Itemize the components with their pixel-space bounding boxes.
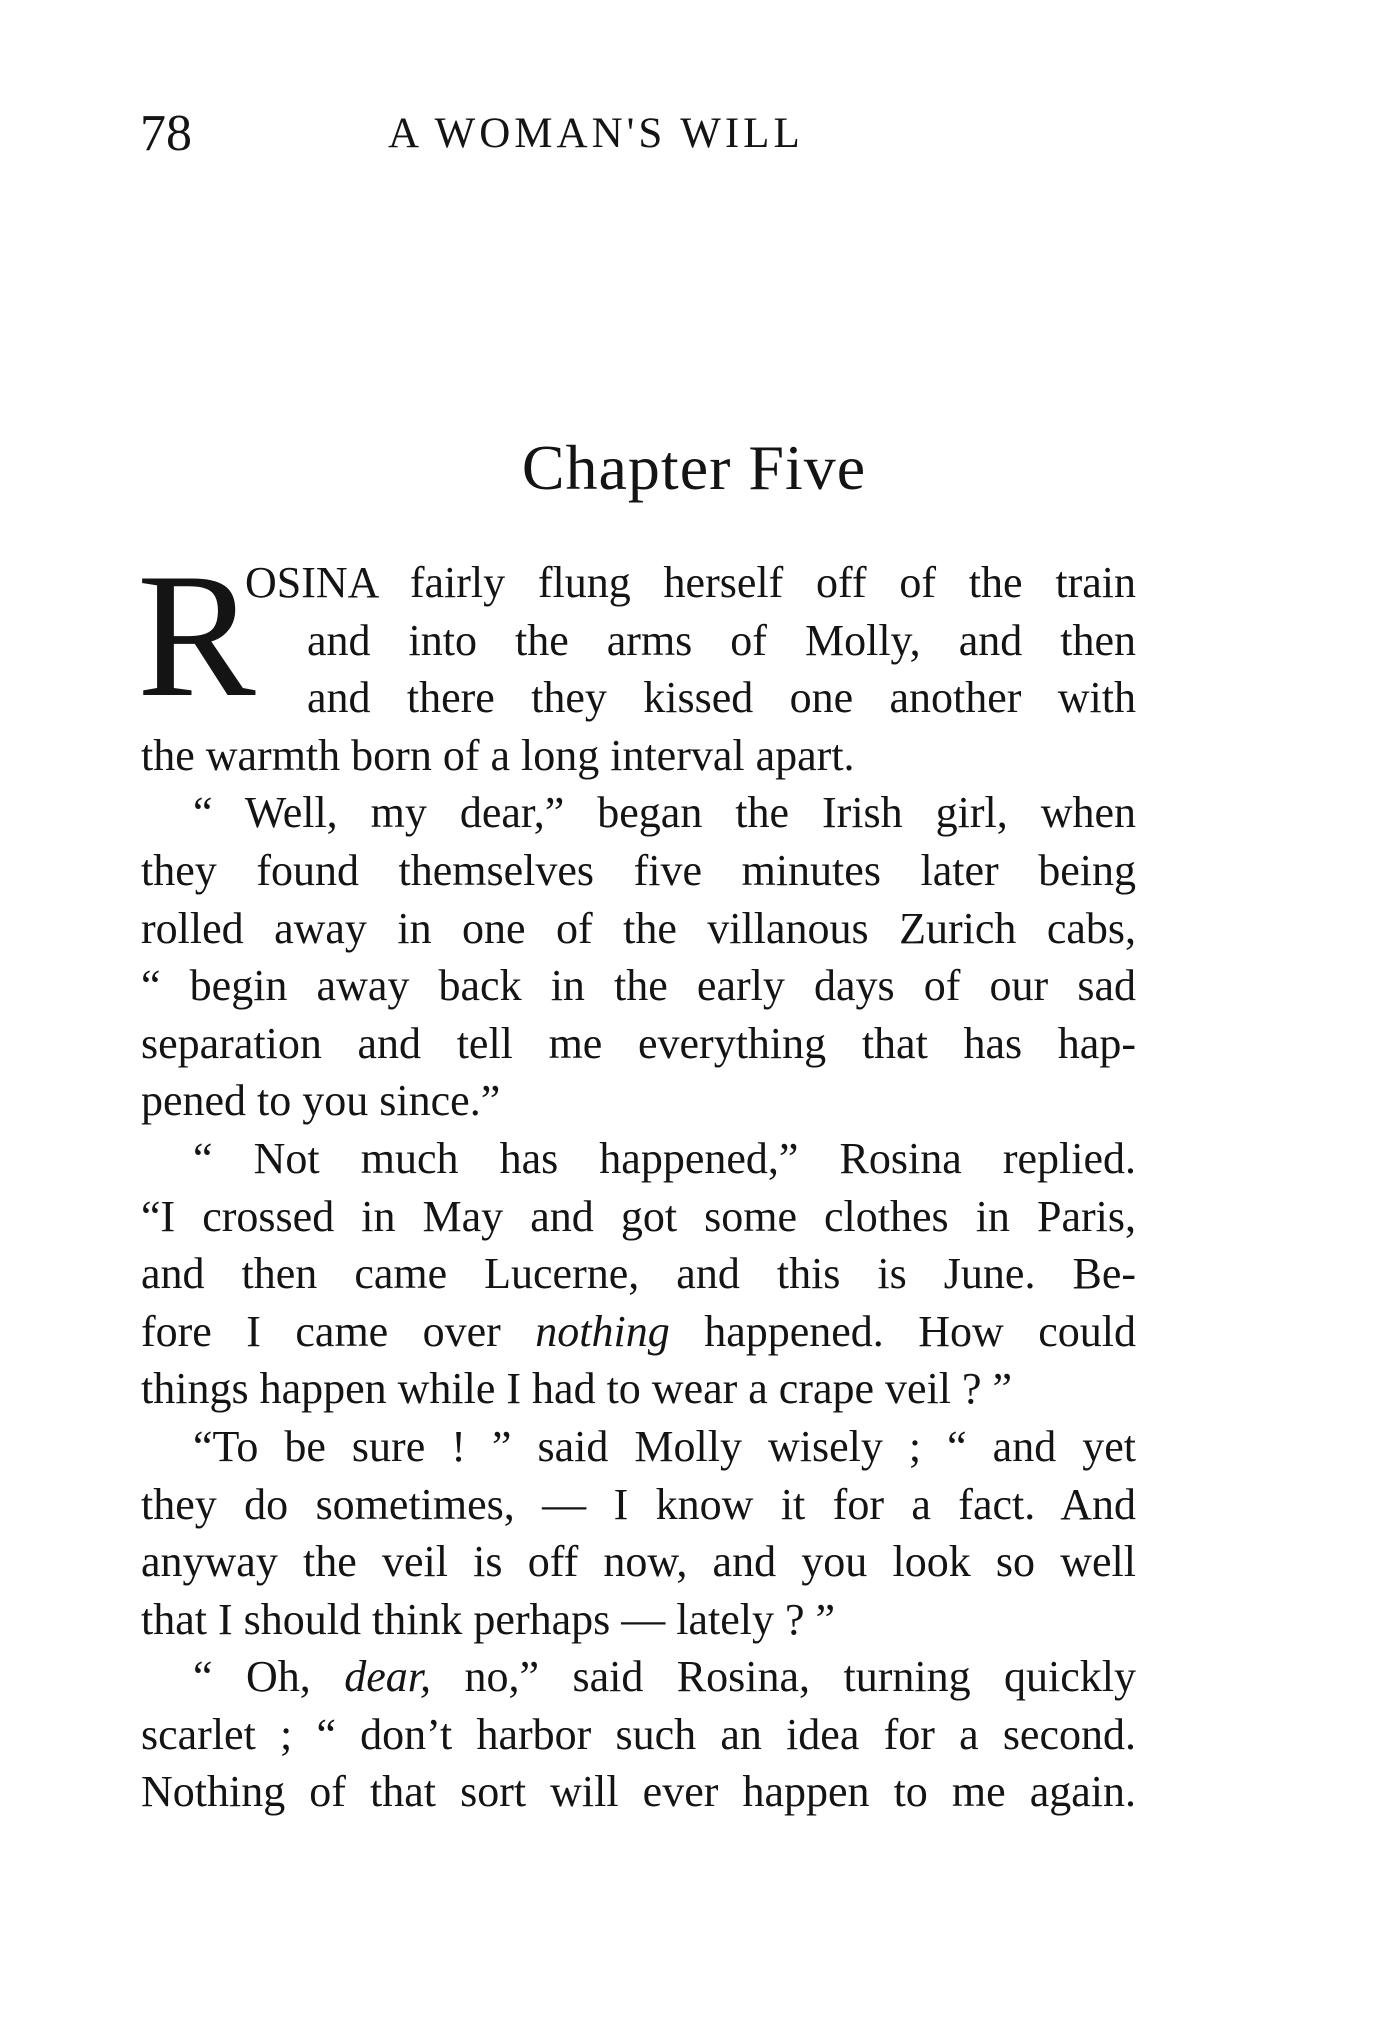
text-line: they found themselves five minutes later being	[141, 845, 1136, 895]
body-text	[137, 536, 1136, 1821]
text-line: scarlet ; “ don’t harbor such an idea for a second.	[141, 1709, 1136, 1759]
running-head	[140, 104, 1140, 164]
text-line: pened to you since.”	[141, 1076, 501, 1126]
text-line: Nothing of that sort will ever happen to me again.	[141, 1767, 1136, 1817]
text-line: they do sometimes, — I know it for a fact. And	[141, 1479, 1136, 1529]
chapter-title: Chapter Five	[521, 432, 867, 503]
page-number: 78	[140, 105, 192, 162]
italic-word: nothing	[535, 1306, 670, 1356]
text-line: “I crossed in May and got some clothes in Paris,	[141, 1191, 1136, 1241]
text-line: “ Not much has happened,” Rosina replied.	[193, 1133, 1136, 1183]
text-line: rolled away in one of the villanous Zurich cabs,	[141, 903, 1136, 953]
text-line: fore I came over nothing happened. How could	[141, 1306, 1136, 1356]
text-line: the warmth born of a long interval apart.	[141, 730, 855, 780]
text-line: and into the arms of Molly, and then	[307, 615, 1136, 665]
text-line: separation and tell me everything that has hap-	[141, 1018, 1136, 1068]
book-title: A WOMAN'S WILL	[388, 110, 804, 157]
text-line: and then came Lucerne, and this is June. Be-	[141, 1249, 1136, 1299]
text-line: “ begin away back in the early days of our sad	[141, 961, 1136, 1011]
text-line: “To be sure ! ” said Molly wisely ; “ and yet	[193, 1421, 1136, 1471]
text-line: and there they kissed one another with	[307, 673, 1136, 723]
text-line: “ Oh, dear, no,” said Rosina, turning quickly	[193, 1652, 1136, 1702]
text-line: OSINA fairly flung herself off of the train	[245, 558, 1136, 607]
drop-cap: R	[137, 536, 256, 734]
text-line: things happen while I had to wear a crape veil ? ”	[141, 1364, 1013, 1414]
italic-word: dear,	[344, 1652, 432, 1702]
text-line: that I should think perhaps — lately ? ”	[141, 1594, 836, 1644]
text-line: anyway the veil is off now, and you look so well	[141, 1537, 1136, 1587]
text-line: “ Well, my dear,” began the Irish girl, when	[193, 788, 1136, 838]
